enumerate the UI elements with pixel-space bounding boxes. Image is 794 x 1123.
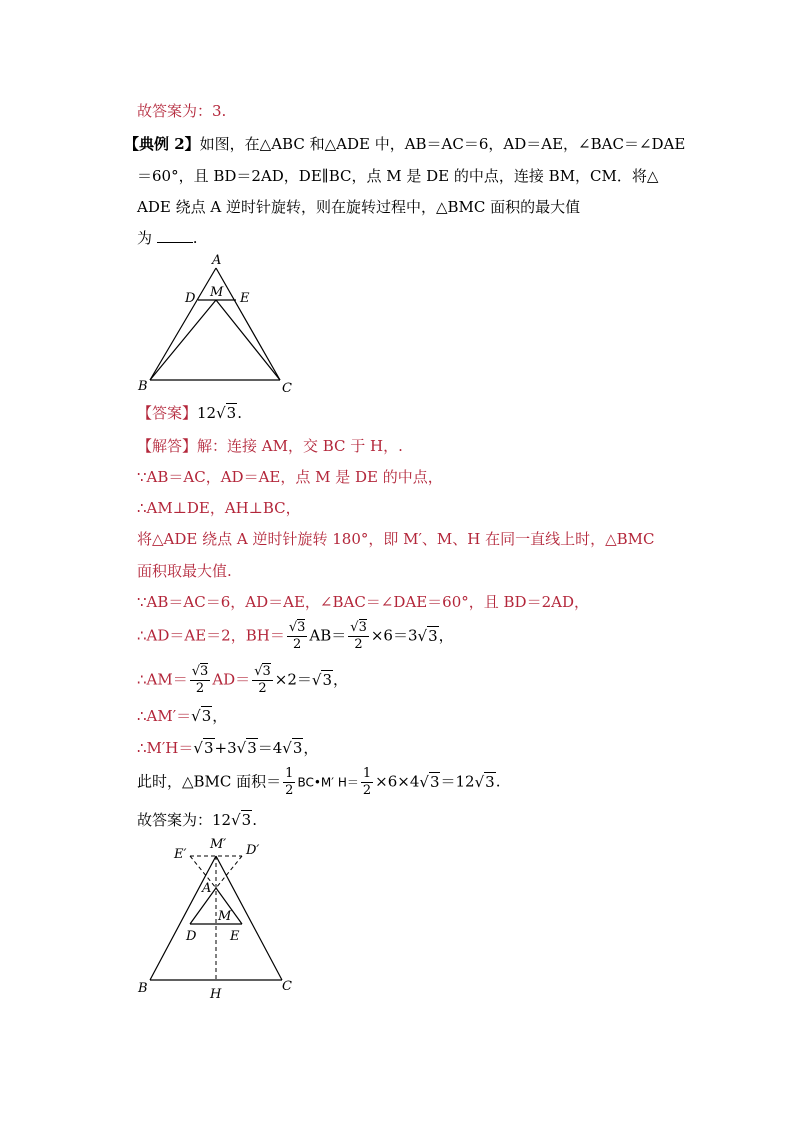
- frac-sqrt3-over-2-c: $\frac{√3}{2}$: [191, 664, 209, 696]
- solution-line-11: 此时，△BMC 面积＝ $\frac{1}{2}$ BC•M′ H＝ $\frac{1}{2}$ ×6×4√3＝12√3.: [137, 766, 501, 798]
- solution-line-5: [137, 561, 232, 581]
- answer-tag: 【答案】: [137, 404, 198, 422]
- problem-line-4: 为 .: [137, 229, 198, 247]
- label-c: C: [282, 381, 292, 396]
- solution-s9a: ∴AM′＝: [137, 707, 192, 725]
- label-eprime: E′: [174, 847, 187, 862]
- solution-s10a: ∴M′H＝: [137, 739, 194, 757]
- figure-2: [130, 832, 310, 1004]
- label-m: M: [218, 909, 232, 924]
- frac-1-over-2-b: $\frac{1}{2}$: [362, 766, 372, 798]
- solution-line-7: ∴AD＝AE＝2，BH＝ $\frac{√3}{2}$ AB＝ $\frac{√3}{2}$ ×6＝3√3，: [137, 620, 454, 652]
- label-e: E: [240, 291, 250, 306]
- label-d: D: [185, 291, 196, 306]
- prev-answer-text: 故答案为：3.: [137, 102, 227, 120]
- problem-tag: 【典例 2】: [124, 135, 200, 153]
- label-b: B: [138, 981, 148, 996]
- label-mprime: M′: [210, 837, 227, 852]
- label-h: H: [210, 987, 222, 1002]
- label-dprime: D′: [246, 843, 260, 858]
- frac-sqrt3-over-2-b: $\frac{√3}{2}$: [350, 620, 367, 652]
- solution-s11a: 此时，△BMC 面积＝: [137, 772, 282, 791]
- problem-text-1: 如图，在△ABC 和△ADE 中，AB＝AC＝6，AD＝AE，∠BAC＝∠DAE: [199, 135, 686, 153]
- side-ab: [150, 268, 216, 380]
- frac-sqrt3-over-2: $\frac{√3}{2}$: [288, 620, 306, 652]
- solution-line-1: [137, 436, 403, 456]
- solution-line-4: [137, 529, 655, 549]
- label-c: C: [282, 979, 292, 994]
- problem-text-3: ADE 绕点 A 逆时针旋转，则在旋转过程中，△BMC 面积的最大值: [137, 198, 581, 216]
- solution-line-9: ∴AM′＝√3，: [137, 707, 228, 725]
- solution-tag: 【解答】: [137, 437, 198, 455]
- solution-line-8: ∴AM＝ $\frac{√3}{2}$ AD＝ $\frac{√3}{2}$ ×2＝√3，: [137, 664, 349, 696]
- frac-1-over-2: $\frac{1}{2}$: [285, 766, 294, 798]
- label-e: E: [230, 929, 240, 944]
- label-d: D: [186, 929, 197, 944]
- label-a: A: [202, 881, 212, 896]
- label-b: B: [138, 379, 148, 394]
- solution-line-10: ∴M′H＝√3+3√3＝4√3，: [137, 739, 319, 757]
- segment-bm: [150, 300, 216, 380]
- answer-blank: [157, 228, 193, 243]
- solution-final-line: 故答案为：12√3.: [137, 811, 257, 829]
- figure-1: [130, 250, 310, 400]
- solution-s3: ∴AM⊥DE，AH⊥BC，: [137, 499, 301, 517]
- answer-line: 【答案】12√3.: [137, 404, 242, 422]
- solution-s8a: ∴AM＝: [137, 670, 188, 689]
- solution-s4: 将△ADE 绕点 A 逆时针旋转 180°，即 M′、M、H 在同一直线上时，△BMC: [137, 530, 655, 548]
- solution-final: 故答案为：12: [137, 811, 232, 829]
- prev-answer-line: [137, 101, 226, 121]
- segment-cm: [216, 300, 280, 380]
- solution-line-6: [137, 592, 589, 612]
- answer-end: .: [237, 404, 242, 422]
- solution-s2: ∵AB＝AC，AD＝AE，点 M 是 DE 的中点，: [137, 468, 443, 486]
- side-b-mprime: [150, 856, 216, 980]
- solution-s5: 面积取最大值.: [137, 562, 232, 580]
- answer-radicand: 3: [226, 404, 237, 422]
- problem-line-1: [124, 134, 685, 154]
- problem-text-4: 为: [137, 229, 153, 247]
- side-ac: [216, 268, 280, 380]
- segment-a-dprime: [216, 856, 242, 888]
- problem-line-3: [137, 197, 580, 217]
- solution-line-3: [137, 498, 301, 518]
- answer-value: 12: [197, 404, 217, 422]
- solution-line-2: [137, 467, 443, 487]
- problem-line-2: [137, 166, 658, 186]
- label-m: M: [210, 285, 224, 300]
- solution-s7a: ∴AD＝AE＝2，BH＝: [137, 626, 285, 645]
- problem-text-2: ＝60°，且 BD＝2AD，DE∥BC，点 M 是 DE 的中点，连接 BM，CM．将△: [137, 167, 659, 185]
- frac-sqrt3-over-2-d: $\frac{√3}{2}$: [254, 664, 271, 696]
- label-a: A: [212, 253, 222, 268]
- solution-s6: ∵AB＝AC＝6，AD＝AE，∠BAC＝∠DAE＝60°，且 BD＝2AD，: [137, 593, 589, 611]
- solution-s1: 解：连接 AM，交 BC 于 H，.: [197, 437, 403, 455]
